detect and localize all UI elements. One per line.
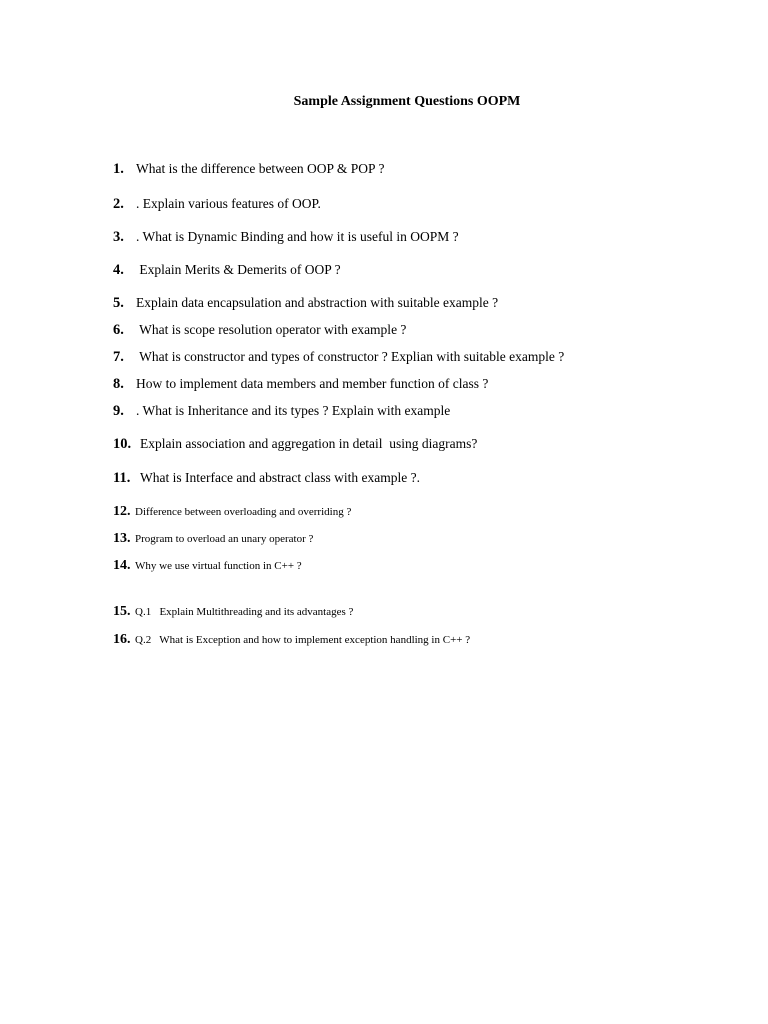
question-number: 5. bbox=[113, 295, 124, 311]
question-number: 16. bbox=[113, 632, 131, 647]
question-number: 7. bbox=[113, 349, 124, 365]
question-text: Why we use virtual function in C++ ? bbox=[135, 560, 302, 572]
question-text: . What is Dynamic Binding and how it is useful in OOPM ? bbox=[136, 229, 459, 244]
question-text: . Explain various features of OOP. bbox=[136, 196, 321, 211]
question-item bbox=[113, 631, 470, 647]
question-item bbox=[113, 295, 498, 311]
question-number: 10. bbox=[113, 436, 132, 452]
question-text: What is the difference between OOP & POP ? bbox=[136, 161, 385, 176]
question-item bbox=[113, 436, 477, 452]
question-number: 15. bbox=[113, 604, 131, 619]
question-item bbox=[113, 557, 302, 573]
question-number: 14. bbox=[113, 558, 131, 573]
question-number: 3. bbox=[113, 229, 124, 245]
question-item bbox=[113, 403, 450, 419]
question-text: Explain Merits & Demerits of OOP ? bbox=[136, 262, 341, 277]
question-item bbox=[113, 349, 564, 365]
question-item bbox=[113, 603, 353, 619]
question-text: What is constructor and types of constructor ? Explian with suitable example ? bbox=[136, 349, 565, 364]
question-item bbox=[113, 322, 406, 338]
question-item bbox=[113, 196, 321, 212]
question-item bbox=[113, 503, 351, 519]
question-number: 4. bbox=[113, 262, 124, 278]
question-text: Q.1 Explain Multithreading and its advantages ? bbox=[135, 606, 354, 618]
question-item bbox=[113, 229, 459, 245]
question-text: What is scope resolution operator with example ? bbox=[136, 322, 407, 337]
question-text: Explain association and aggregation in detail using diagrams? bbox=[140, 436, 478, 451]
question-number: 2. bbox=[113, 196, 124, 212]
question-text: . What is Inheritance and its types ? Explain with example bbox=[136, 403, 451, 418]
document-title: Sample Assignment Questions OOPM bbox=[293, 94, 521, 109]
question-number: 11. bbox=[113, 470, 131, 486]
question-item bbox=[113, 470, 420, 486]
question-item bbox=[113, 262, 341, 278]
question-text: Q.2 What is Exception and how to implement exception handling in C++ ? bbox=[135, 634, 471, 646]
question-number: 1. bbox=[113, 161, 124, 177]
question-item bbox=[113, 161, 384, 177]
question-number: 12. bbox=[113, 504, 131, 519]
question-text: Difference between overloading and overriding ? bbox=[135, 506, 352, 518]
question-text: Explain data encapsulation and abstraction with suitable example ? bbox=[136, 295, 499, 310]
question-text: Program to overload an unary operator ? bbox=[135, 533, 314, 545]
question-text: What is Interface and abstract class with example ?. bbox=[140, 470, 420, 485]
question-number: 9. bbox=[113, 403, 124, 419]
question-number: 6. bbox=[113, 322, 124, 338]
question-item bbox=[113, 376, 488, 392]
question-text: How to implement data members and member function of class ? bbox=[136, 376, 489, 391]
question-number: 8. bbox=[113, 376, 124, 392]
question-item bbox=[113, 530, 313, 546]
question-number: 13. bbox=[113, 531, 131, 546]
